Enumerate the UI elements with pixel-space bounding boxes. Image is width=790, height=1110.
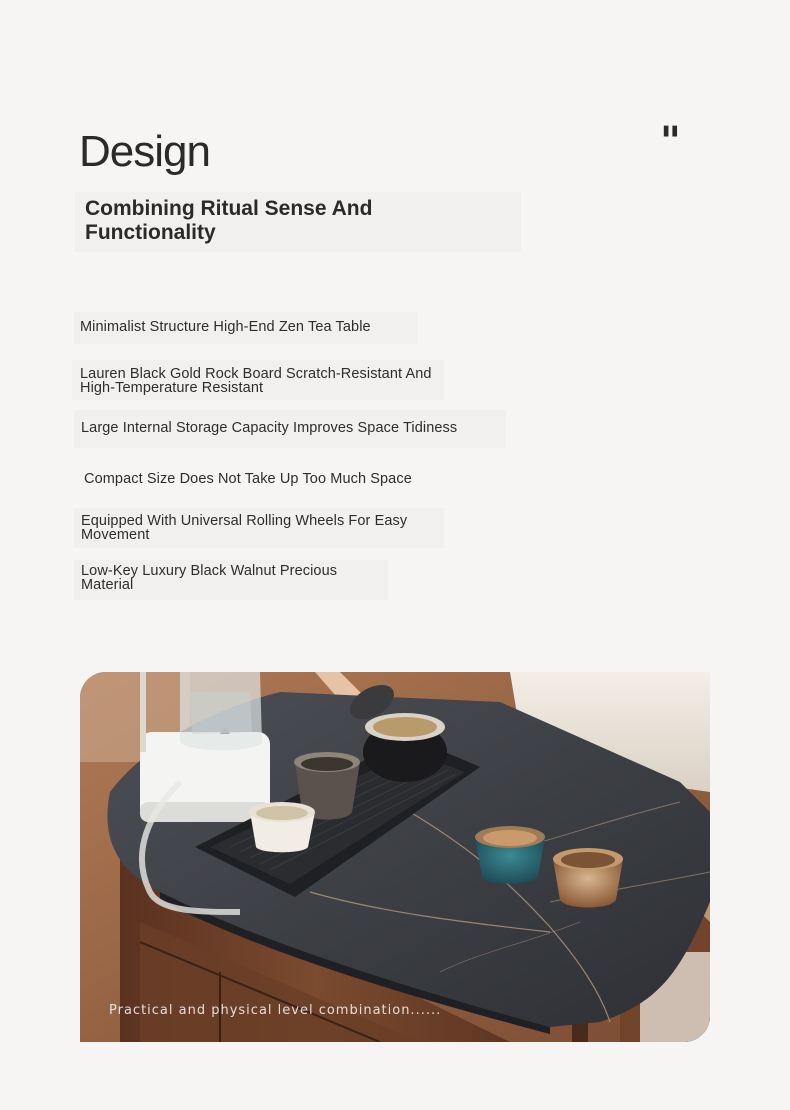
tea-table-illustration bbox=[80, 672, 710, 1042]
feature-item-rock-board: Lauren Black Gold Rock Board Scratch-Resistant And High-Temperature Resistant bbox=[80, 366, 432, 396]
feature-item-compact-size: Compact Size Does Not Take Up Too Much Space bbox=[84, 471, 412, 487]
page-title: Design bbox=[79, 127, 210, 176]
product-photo bbox=[80, 672, 710, 1042]
feature-item-walnut: Low-Key Luxury Black Walnut Precious Material bbox=[81, 563, 338, 593]
feature-item-structure: Minimalist Structure High-End Zen Tea Table bbox=[80, 319, 371, 335]
photo-caption: Practical and physical level combination...... bbox=[109, 1003, 442, 1018]
page-subtitle: Combining Ritual Sense And Functionality bbox=[85, 197, 373, 244]
quote-mark-icon: " bbox=[660, 118, 681, 165]
feature-item-wheels: Equipped With Universal Rolling Wheels For Easy Movement bbox=[81, 513, 408, 543]
feature-item-storage: Large Internal Storage Capacity Improves Space Tidiness bbox=[81, 420, 458, 436]
